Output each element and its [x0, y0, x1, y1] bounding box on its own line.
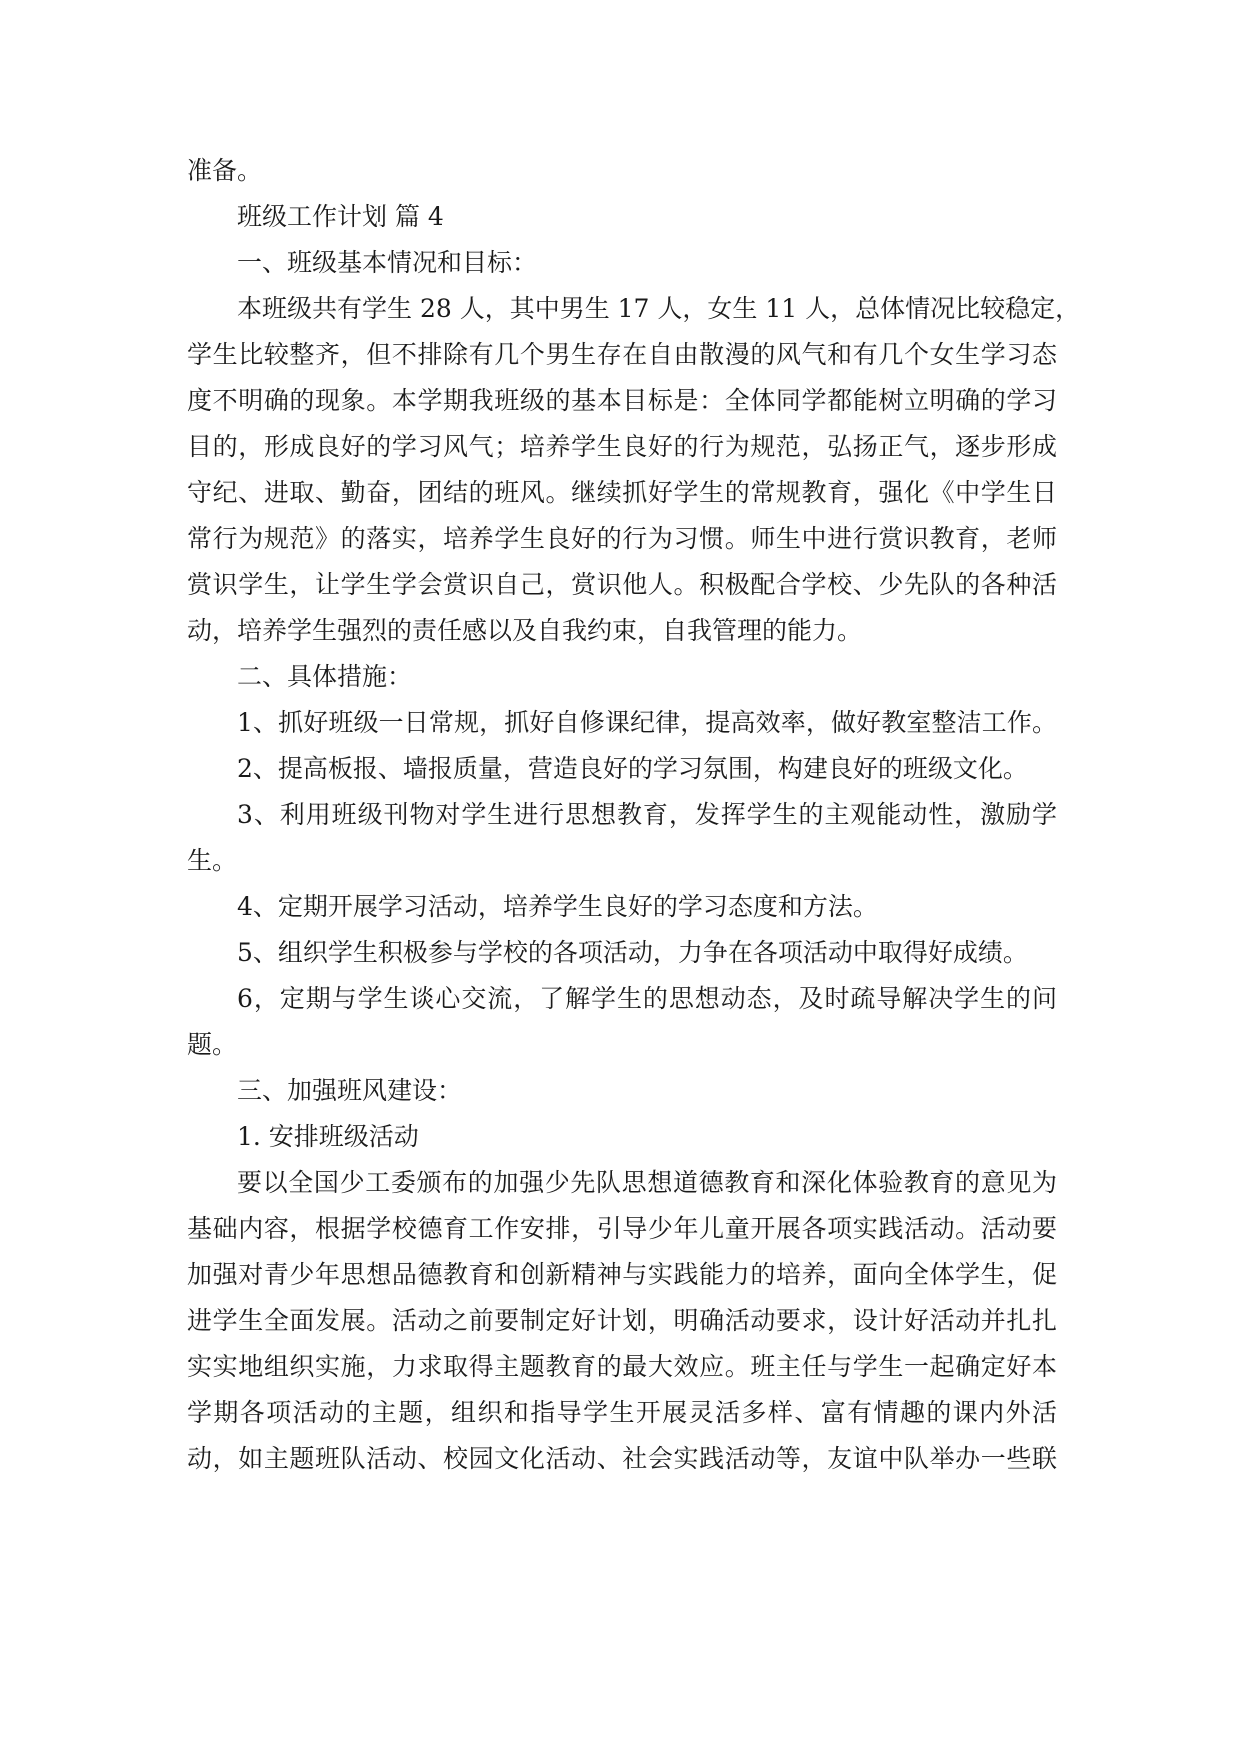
- text-line: 进学生全面发展。活动之前要制定好计划，明确活动要求，设计好活动并扎扎: [187, 1306, 1057, 1335]
- text-line: 目的，形成良好的学习风气；培养学生良好的行为规范，弘扬正气，逐步形成: [187, 432, 1057, 461]
- text-line: 加强对青少年思想品德教育和创新精神与实践能力的培养，面向全体学生，促: [187, 1260, 1057, 1289]
- text-line: 要以全国少工委颁布的加强少先队思想道德教育和深化体验教育的意见为: [237, 1168, 1057, 1197]
- text-line: 本班级共有学生 28 人，其中男生 17 人，女生 11 人，总体情况比较稳定，: [237, 294, 1081, 323]
- section-title: 班级工作计划 篇 4: [237, 202, 444, 231]
- list-item: 5、组织学生积极参与学校的各项活动，力争在各项活动中取得好成绩。: [237, 938, 1028, 967]
- list-item: 3、利用班级刊物对学生进行思想教育，发挥学生的主观能动性，激励学: [237, 800, 1057, 829]
- text-line: 题。: [187, 1030, 238, 1059]
- section-heading: 一、班级基本情况和目标：: [237, 248, 538, 277]
- section-heading: 三、加强班风建设：: [237, 1076, 463, 1105]
- text-line: 实实地组织实施，力求取得主题教育的最大效应。班主任与学生一起确定好本: [187, 1352, 1057, 1381]
- list-item: 4、定期开展学习活动，培养学生良好的学习态度和方法。: [237, 892, 878, 921]
- document-body: [187, 148, 1081, 1482]
- text-line: 基础内容，根据学校德育工作安排，引导少年儿童开展各项实践活动。活动要: [187, 1214, 1057, 1243]
- text-line: 动，培养学生强烈的责任感以及自我约束，自我管理的能力。: [187, 616, 863, 645]
- text-line: 学生比较整齐，但不排除有几个男生存在自由散漫的风气和有几个女生学习态: [187, 340, 1057, 369]
- text-line: 常行为规范》的落实，培养学生良好的行为习惯。师生中进行赏识教育，老师: [187, 524, 1057, 553]
- text-line: 生。: [187, 846, 238, 875]
- list-item: 2、提高板报、墙报质量，营造良好的学习氛围，构建良好的班级文化。: [237, 754, 1028, 783]
- text-line: 赏识学生，让学生学会赏识自己，赏识他人。积极配合学校、少先队的各种活: [187, 570, 1057, 599]
- subsection-heading: 1. 安排班级活动: [237, 1122, 419, 1151]
- list-item: 1、抓好班级一日常规，抓好自修课纪律，提高效率，做好教室整洁工作。: [237, 708, 1057, 737]
- text-line: 守纪、进取、勤奋，团结的班风。继续抓好学生的常规教育，强化《中学生日: [187, 478, 1057, 507]
- text-line: 动，如主题班队活动、校园文化活动、社会实践活动等，友谊中队举办一些联: [187, 1444, 1057, 1473]
- text-line: 度不明确的现象。本学期我班级的基本目标是：全体同学都能树立明确的学习: [187, 386, 1057, 415]
- list-item: 6，定期与学生谈心交流，了解学生的思想动态，及时疏导解决学生的问: [237, 984, 1057, 1013]
- text-line: 准备。: [187, 156, 263, 185]
- section-heading: 二、具体措施：: [237, 662, 413, 691]
- text-line: 学期各项活动的主题，组织和指导学生开展灵活多样、富有情趣的课内外活: [187, 1398, 1057, 1427]
